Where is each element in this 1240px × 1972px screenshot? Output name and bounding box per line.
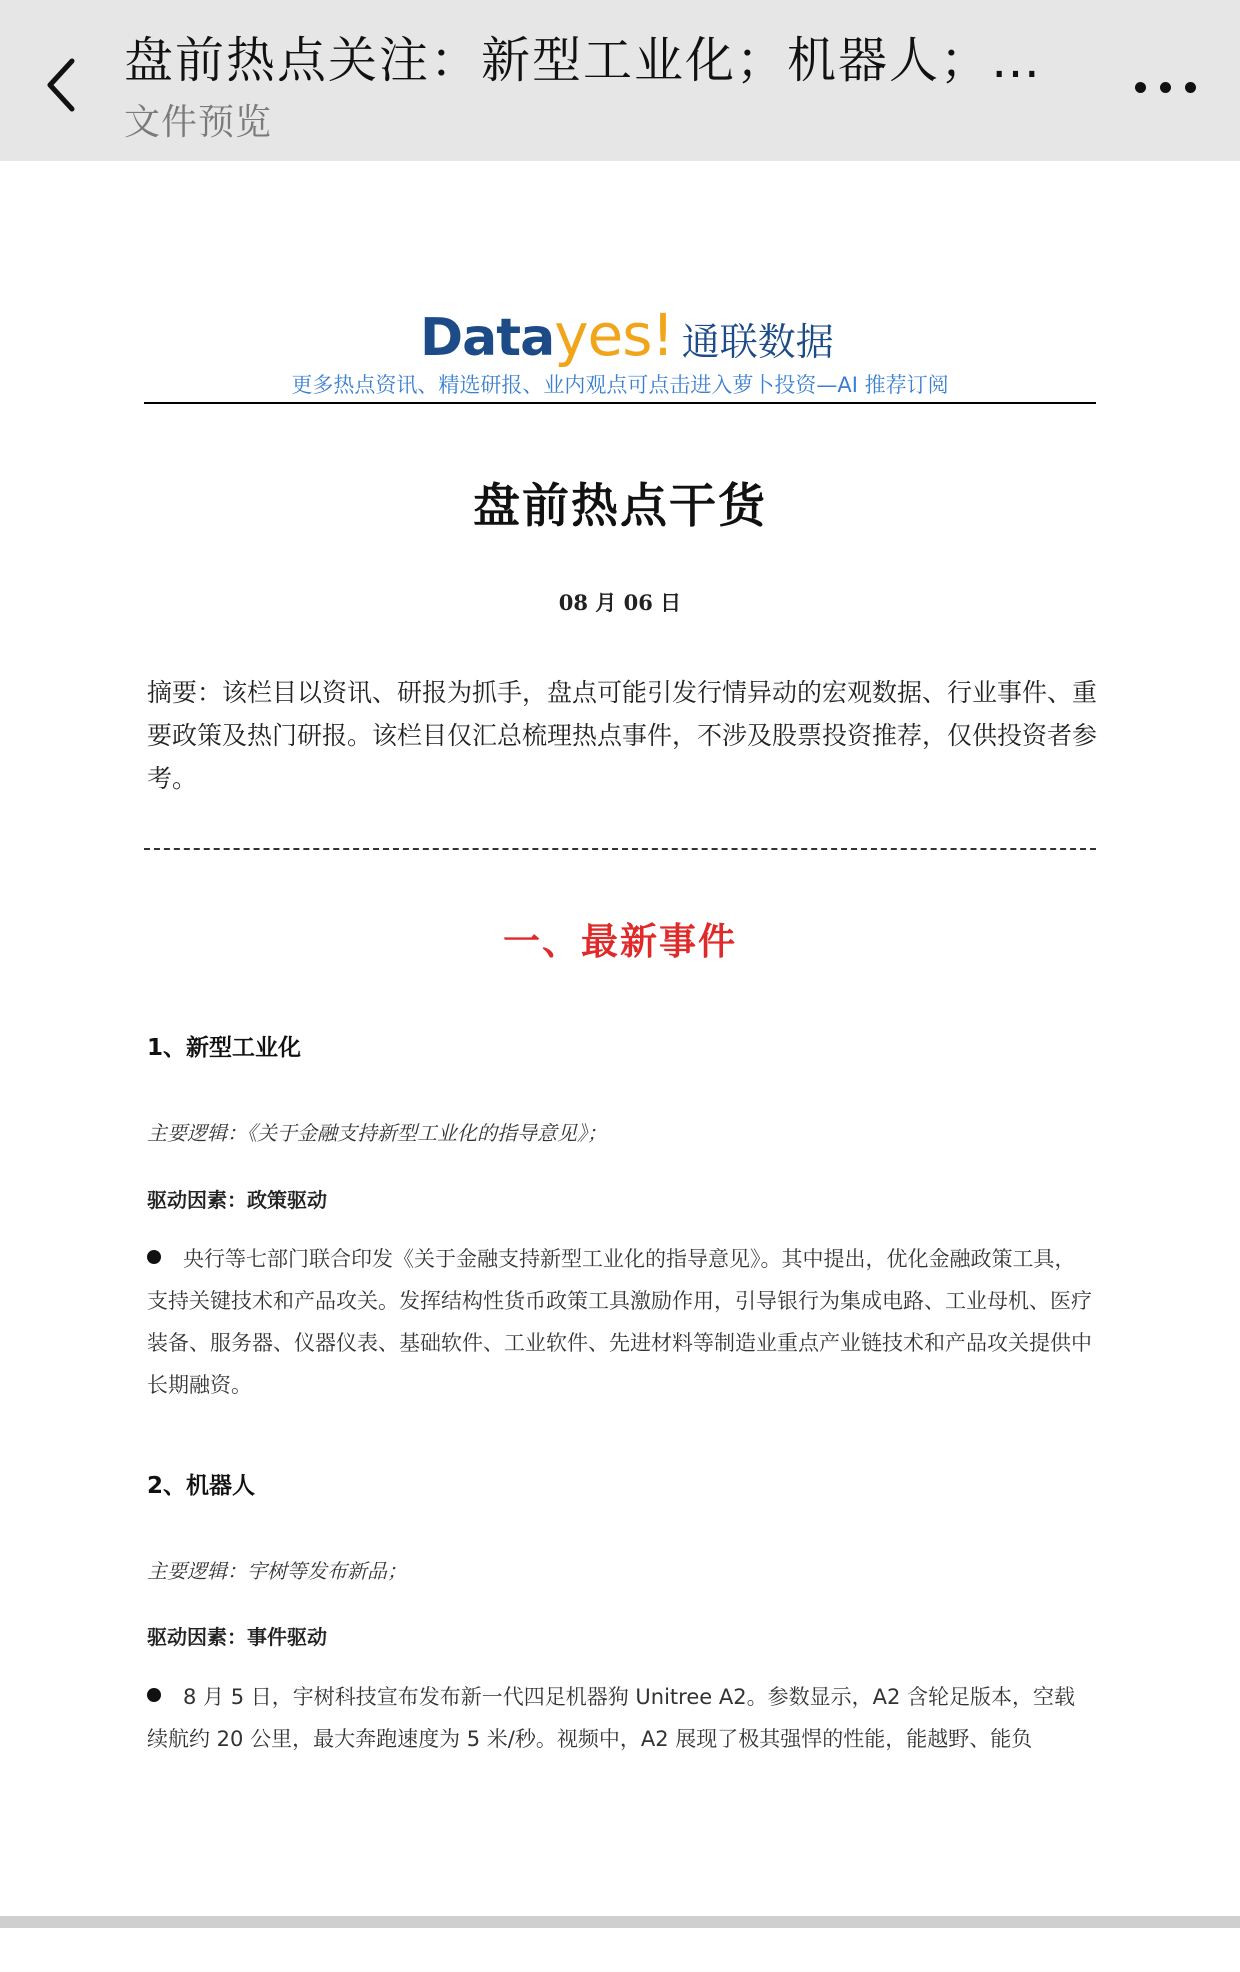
topic-body [147,1238,1095,1406]
dashed-divider [144,848,1096,850]
topic-body-text: 央行等七部门联合印发《关于金融支持新型工业化的指导意见》。其中提出，优化金融政策工具，支持关键技术和产品攻关。发挥结构性货币政策工具激励作用，引导银行为集成电路、工业母机、医疗装备、服务器、仪器仪表、基础软件、工业软件、先进材料等制造业重点产业链技术和产品攻关提供中长期融资。 [147,1247,1092,1397]
document-title: 盘前热点干货 [473,479,767,534]
bullet-dot-icon [147,1688,161,1702]
logo-text-yes: yes! [554,301,674,369]
page-subtitle: 文件预览 [124,102,273,143]
page-title: 盘前热点关注：新型工业化；机器人；… [124,32,1043,89]
document-preview[interactable] [0,161,1240,1916]
topic-body [147,1676,1095,1760]
topic-driver: 驱动因素：事件驱动 [147,1625,327,1649]
topic-body-text: 8 月 5 日，宇树科技宣布发布新一代四足机器狗 Unitree A2。参数显示，A2 含轮足版本，空载续航约 20 公里，最大奔跑速度为 5 米/秒。视频中，A2 展现了极其强悍的性能，能越野、能负 [147,1685,1075,1751]
horizontal-scrollbar[interactable] [0,1916,1240,1928]
topic-heading: 1、新型工业化 [147,1035,302,1061]
section-title: 一、最新事件 [503,920,737,963]
topic-driver: 驱动因素：政策驱动 [147,1188,327,1212]
more-dots-icon [1135,82,1146,93]
logo-text-data: Data [420,308,555,368]
bullet-dot-icon [147,1250,161,1264]
more-options-button[interactable] [1115,62,1215,112]
abstract-text: 摘要：该栏目以资讯、研报为抓手，盘点可能引发行情异动的宏观数据、行业事件、重要政策及热门研报。该栏目仅汇总梳理热点事件，不涉及股票投资推荐，仅供投资者参考。 [147,678,1098,793]
logo-text-cn: 通联数据 [681,320,834,364]
header-divider [144,402,1096,404]
chevron-left-icon [40,55,80,115]
top-bar [0,0,1240,161]
subscribe-link[interactable]: 更多热点资讯、精选研报、业内观点可点击进入萝卜投资—AI 推荐订阅 [291,373,949,397]
topic-heading: 2、机器人 [147,1473,256,1499]
datayes-logo [420,301,834,371]
topic-logic: 主要逻辑：宇树等发布新品； [147,1559,407,1583]
topic-logic: 主要逻辑：《关于金融支持新型工业化的指导意见》； [147,1121,607,1145]
document-date: 08 月 06 日 [558,590,682,615]
back-button[interactable] [30,40,90,130]
